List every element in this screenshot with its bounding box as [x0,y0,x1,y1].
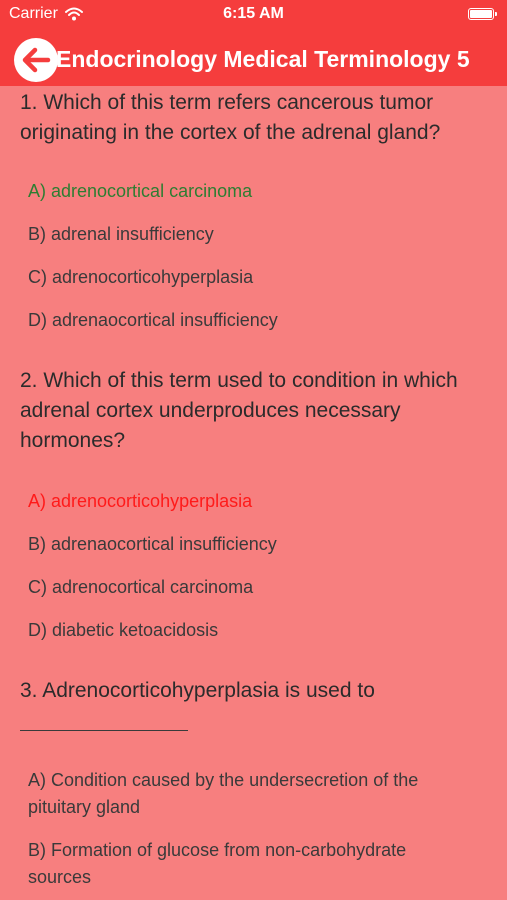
q3-option-b[interactable]: B) Formation of glucose from non-carbohydrate sources [28,840,407,887]
q2-option-a[interactable]: A) adrenocorticohyperplasia [28,491,253,511]
q1-option-c[interactable]: C) adrenocorticohyperplasia [28,267,254,287]
carrier-label: Carrier [9,5,58,22]
page-title: Endocrinology Medical Terminology 5 [56,46,470,72]
answer-blank-line [20,730,188,731]
back-arrow-icon [18,42,54,78]
q2-option-b[interactable]: B) adrenaocortical insufficiency [28,534,277,554]
back-button[interactable] [14,38,58,82]
q1-option-b[interactable]: B) adrenal insufficiency [28,224,214,244]
header [0,0,507,86]
q3-option-a[interactable]: A) Condition caused by the undersecretion of the pituitary gland [28,770,419,817]
battery-icon [468,8,494,20]
q2-option-c[interactable]: C) adrenocortical carcinoma [28,577,254,597]
q2-option-d[interactable]: D) diabetic ketoacidosis [28,620,219,640]
status-time: 6:15 AM [223,5,284,22]
question-1-text: 1. Which of this term refers cancerous tumor originating in the cortex of the adrenal gland? [20,91,441,144]
status-bar [0,0,507,28]
nav-bar [0,36,507,84]
q1-option-a[interactable]: A) adrenocortical carcinoma [28,181,253,201]
q1-option-d[interactable]: D) adrenaocortical insufficiency [28,310,278,330]
question-3-text: 3. Adrenocorticohyperplasia is used to [20,679,375,702]
question-2-text: 2. Which of this term used to condition in which adrenal cortex underproduces necessary hormones? [20,369,458,452]
quiz-list[interactable] [0,86,507,900]
